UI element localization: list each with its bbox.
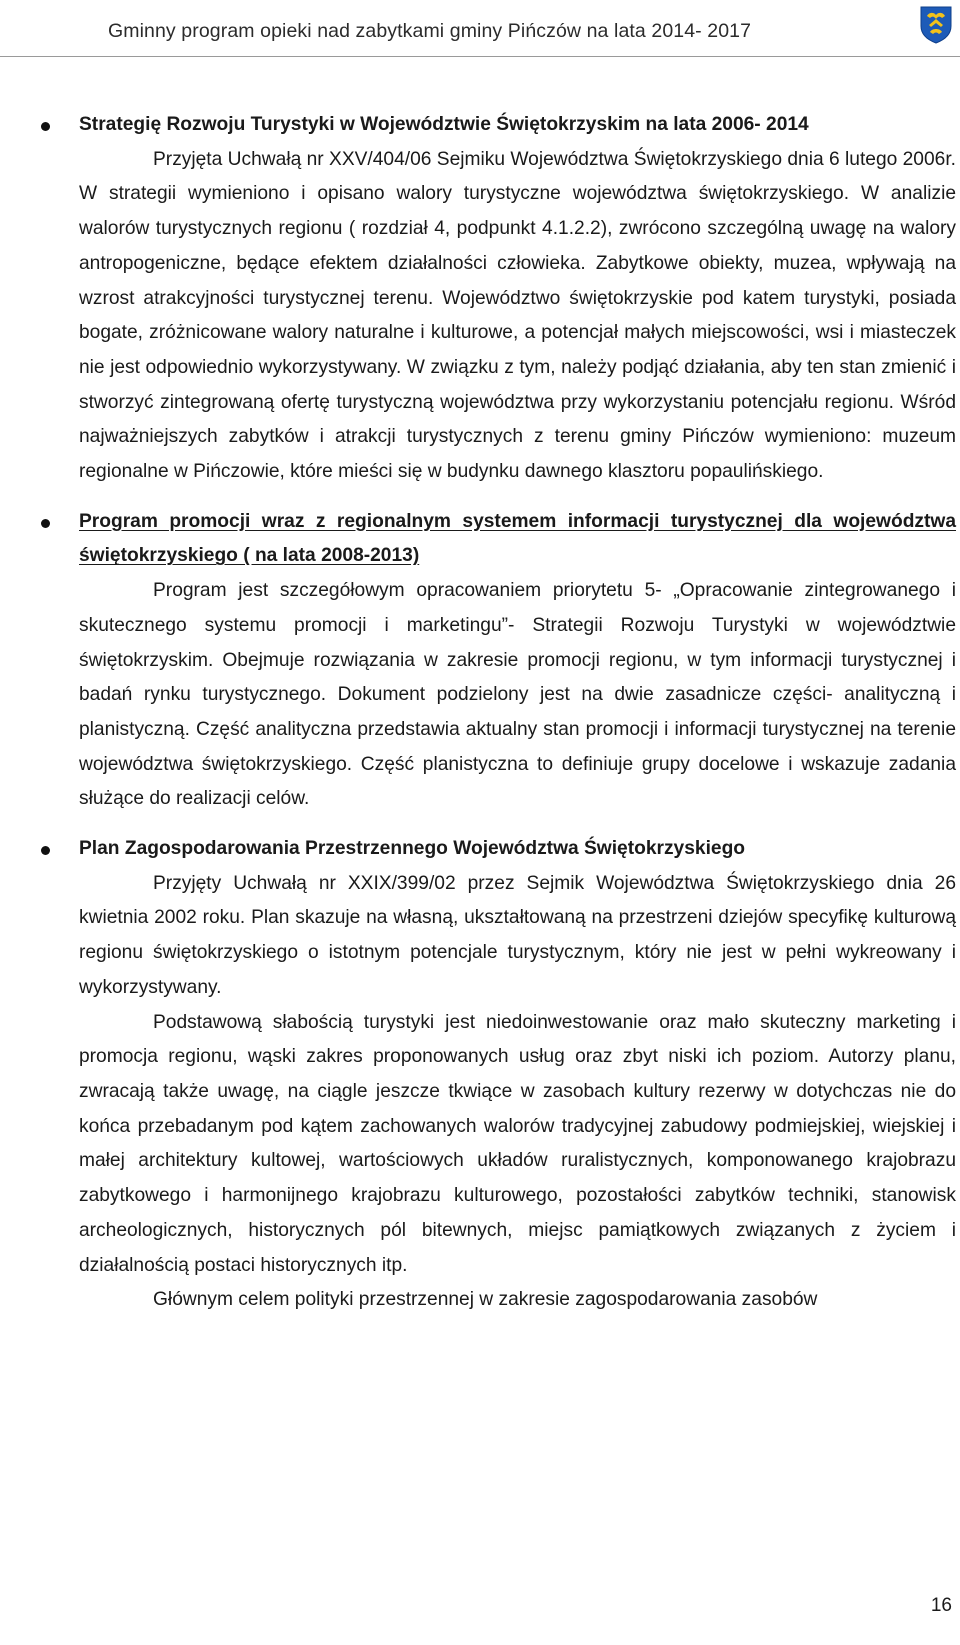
section-strategy — [79, 108, 956, 490]
coat-of-arms-icon — [918, 4, 954, 44]
section-title: Program promocji wraz z regionalnym systemem informacji turystycznej dla województwa świętokrzyskiego ( na lata 2008-2013) — [79, 510, 956, 567]
header-title: Gminny program opieki nad zabytkami gminy Pińczów na lata 2014- 2017 — [108, 20, 752, 42]
section-spatial-plan — [79, 832, 956, 1318]
page-number: 16 — [930, 1595, 952, 1616]
bullet-icon — [41, 122, 50, 131]
bullet-icon — [41, 846, 50, 855]
section-promotion-program — [79, 505, 956, 817]
section-title: Plan Zagospodarowania Przestrzennego Województwa Świętokrzyskiego — [79, 838, 746, 860]
paragraph: Program jest szczegółowym opracowaniem priorytetu 5- „Opracowanie zintegrowanego i skutecznego systemu promocji i marketingu”- Strategii Rozwoju Turystyki w województwie świętokrzyskim. Obejmuje rozwiązania w zakresie promocji regionu, w tym informacji turystycznej i badań rynku turystycznego. Dokument podzielony jest na dwie zasadnicze części- analityczną i planistyczną. Część analityczna przedstawia aktualny stan promocji i informacji turystycznej na terenie województwa świętokrzyskiego. Część planistyczna to definiuje grupy docelowe i wskazuje zadania służące do realizacji celów. — [79, 580, 956, 810]
paragraph: Przyjęta Uchwałą nr XXV/404/06 Sejmiku Województwa Świętokrzyskiego dnia 6 lutego 2006r. W strategii wymieniono i opisano walory turystyczne województwa świętokrzyskiego. W analizie walorów turystycznych regionu ( rozdział 4, podpunkt 4.1.2.2), zwrócono szczególną uwagę na walory antropogeniczne, będące efektem działalności człowieka. Zabytkowe obiekty, muzea, wpływają na wzrost atrakcyjności turystycznej terenu. Województwo świętokrzyskie pod katem turystyki, posiada bogate, zróżnicowane walory naturalne i kulturowe, a potencjał małych miejscowości, wsi i miasteczek nie jest odpowiednio wykorzystywany. W związku z tym, należy podjąć działania, aby ten stan zmienić i stworzyć zintegrowaną ofertę turystyczną województwa przy wykorzystaniu potencjału regionu. Wśród najważniejszych zabytków i atrakcji turystycznych z terenu gminy Pińczów wymieniono: muzeum regionalne w Pińczowie, które mieści się w budynku dawnego klasztoru popaulińskiego. — [79, 148, 956, 483]
section-title: Strategię Rozwoju Turystyki w Województwie Świętokrzyskim na lata 2006- 2014 — [79, 114, 809, 135]
document-body — [79, 108, 956, 1318]
page-header — [0, 0, 960, 57]
paragraph: Głównym celem polityki przestrzennej w zakresie zagospodarowania zasobów — [153, 1289, 818, 1311]
paragraph: Przyjęty Uchwałą nr XXIX/399/02 przez Sejmik Województwa Świętokrzyskiego dnia 26 kwietnia 2002 roku. Plan skazuje na własną, ukształtowaną na przestrzeni dziejów specyfikę kulturową regionu świętokrzyskiego o istotnym potencjale turystycznym, który nie jest w pełni wykreowany i wykorzystywany. — [79, 872, 956, 998]
paragraph: Podstawową słabością turystyki jest niedoinwestowanie oraz mało skuteczny marketing i promocja regionu, wąski zakres proponowanych usług oraz zbyt niski ich poziom. Autorzy planu, zwracają także uwagę, na ciągle jeszcze tkwiące w zasobach kultury rezerwy w dotychczas nie do końca przebadanym pod kątem zachowanych walorów tradycyjnej zabudowy podmiejskiej, wiejskiej i małej architektury kultowej, wartościowych układów ruralistycznych, komponowanego krajobrazu zabytkowego i harmonijnego krajobrazu kulturowego, pozostałości zabytków techniki, stanowisk archeologicznych, historycznych pól bitewnych, miejsc pamiątkowych związanych z życiem i działalnością postaci historycznych itp. — [79, 1011, 956, 1276]
bullet-icon — [41, 519, 50, 528]
